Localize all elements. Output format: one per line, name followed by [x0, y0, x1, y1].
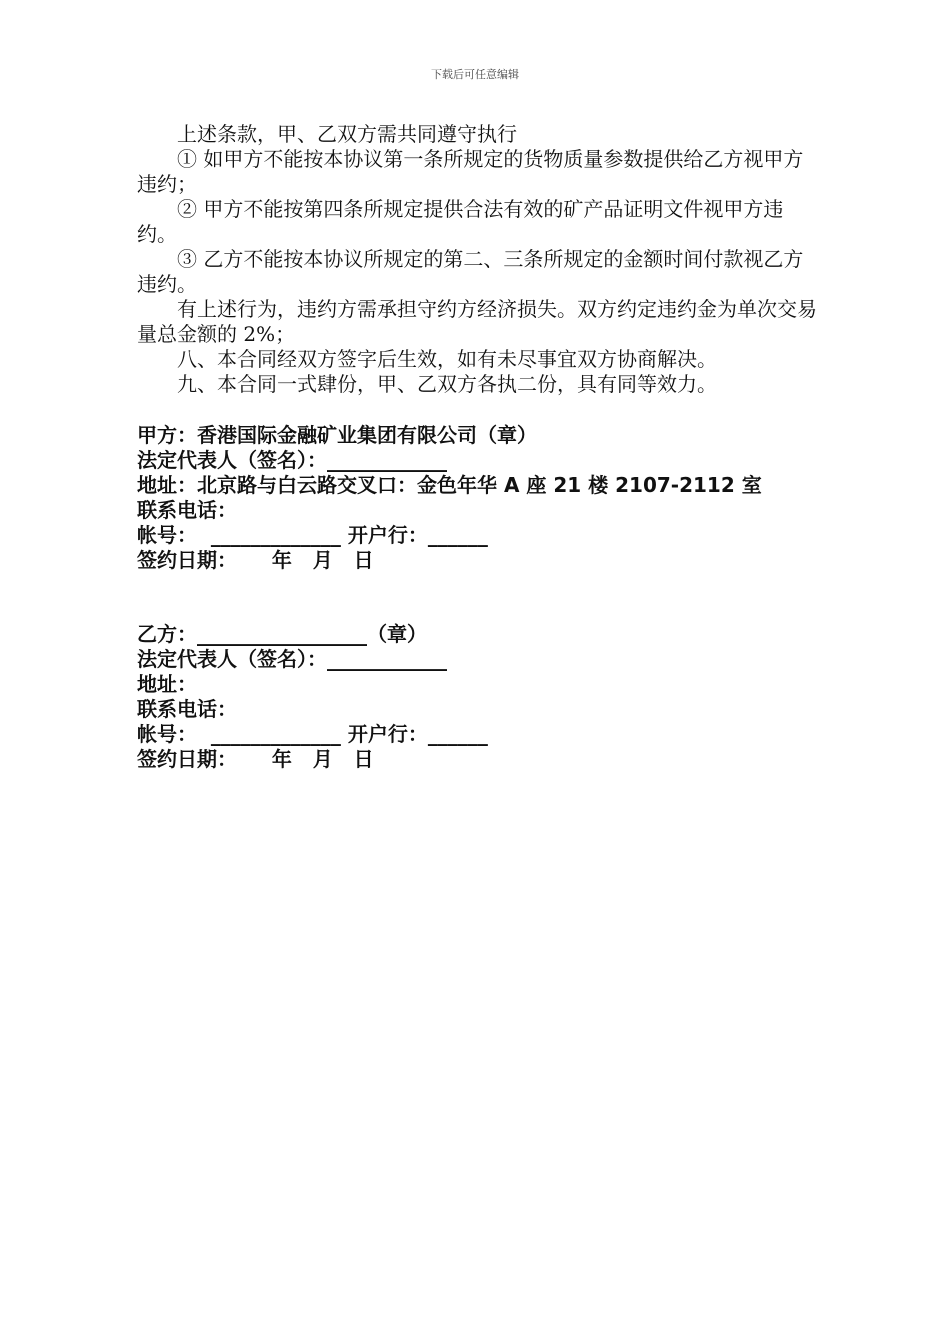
party-a-date: 签约日期： 年 月 日: [137, 548, 374, 572]
party-a-address: 地址：北京路与白云路交叉口：金色年华 A 座 21 楼 2107-2112 室: [137, 473, 762, 497]
page-header-note: 下载后可任意编辑: [431, 68, 519, 81]
clause-item-2: ② 甲方不能按第四条所规定提供合法有效的矿产品证明文件视甲方违约。: [137, 197, 784, 246]
party-b-representative: 法定代表人（签名）：____________: [137, 647, 447, 671]
clause-penalty: 有上述行为，违约方需承担守约方经济损失。双方约定违约金为单次交易量总金额的 2%；: [137, 297, 817, 346]
party-a-name: 甲方：香港国际金融矿业集团有限公司（章）: [137, 423, 537, 447]
party-b-signature-block: [137, 622, 837, 772]
party-b-address: 地址：: [137, 672, 197, 696]
party-a-signature-block: [137, 423, 837, 573]
clause-nine: 九、本合同一式肆份，甲、乙双方各执二份，具有同等效力。: [177, 372, 717, 396]
party-b-name: 乙方：_________________（章）: [137, 622, 427, 646]
party-b-date: 签约日期： 年 月 日: [137, 747, 374, 771]
party-a-phone: 联系电话：: [137, 498, 237, 522]
contract-clauses: [137, 122, 817, 397]
clause-item-3: ③ 乙方不能按本协议所规定的第二、三条所规定的金额时间付款视乙方违约。: [137, 247, 804, 296]
clause-eight: 八、本合同经双方签字后生效，如有未尽事宜双方协商解决。: [177, 347, 717, 371]
party-b-phone: 联系电话：: [137, 697, 237, 721]
party-a-account: 帐号： _____________ 开户行：______: [137, 523, 488, 547]
party-a-representative: 法定代表人（签名）：____________: [137, 448, 447, 472]
clause-item-1: ① 如甲方不能按本协议第一条所规定的货物质量参数提供给乙方视甲方违约；: [137, 147, 804, 196]
party-b-account: 帐号： _____________ 开户行：______: [137, 722, 488, 746]
clause-intro: 上述条款，甲、乙双方需共同遵守执行: [177, 122, 517, 146]
